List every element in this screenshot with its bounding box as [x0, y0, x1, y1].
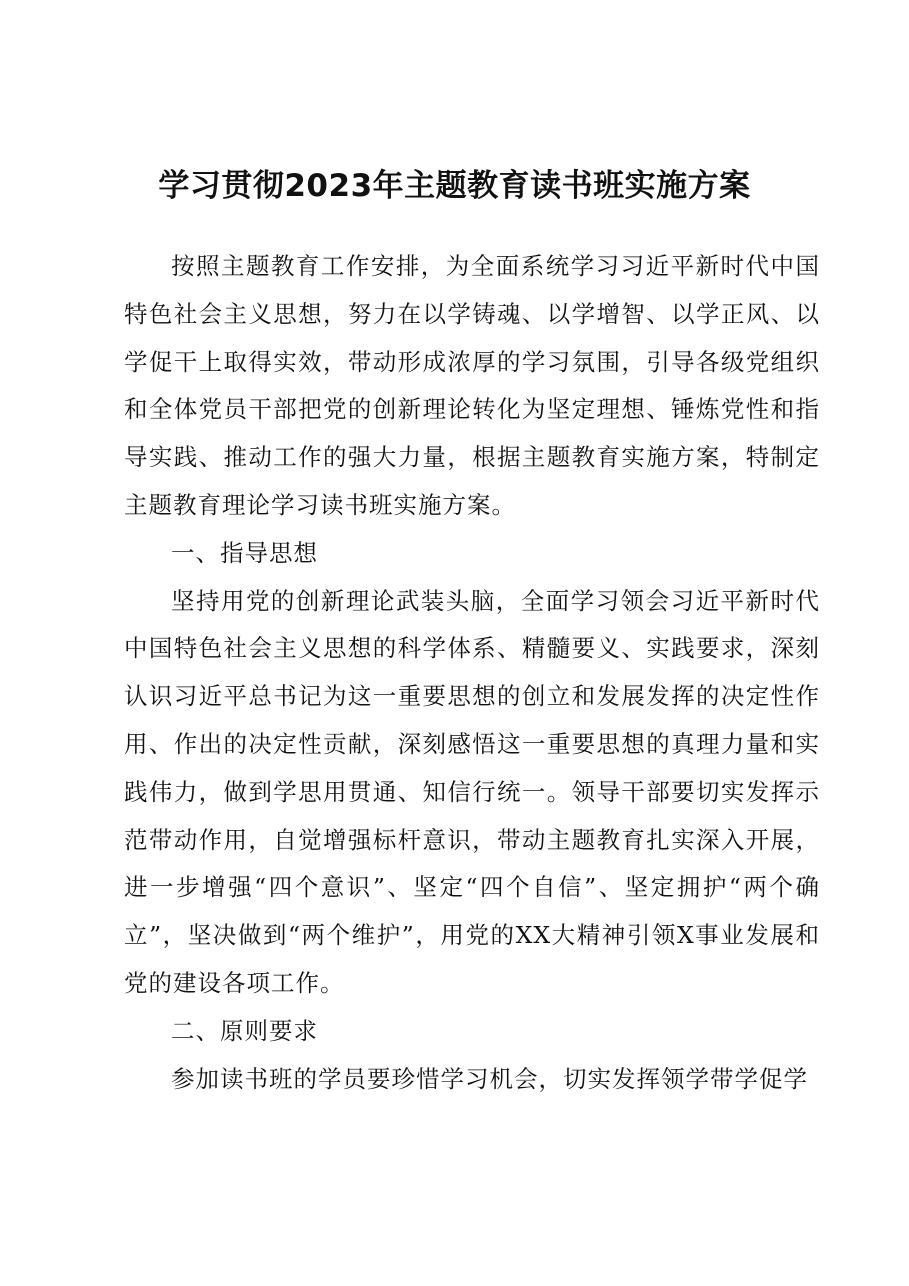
- section-heading-principles: 二、原则要求: [171, 1016, 318, 1045]
- intro-paragraph: 按照主题教育工作安排，为全面系统学习习近平新时代中国特色社会主义思想，努力在以学铸魂、以学增智、以学正风、以学促干上取得实效，带动形成浓厚的学习氛围，引导各级党组织和全体党员干部把党的创新理论转化为坚定理想、锤炼党性和指导实践、推动工作的强大力量，根据主题教育实施方案，特制定主题教育理论学习读书班实施方案。: [124, 252, 820, 519]
- principles-paragraph: 参加读书班的学员要珍惜学习机会，切实发挥领学带学促学: [171, 1064, 808, 1093]
- section-heading-guiding-thought: 一、指导思想: [171, 538, 318, 567]
- document-body: [124, 243, 820, 1103]
- guiding-thought-paragraph: 坚持用党的创新理论武装头脑，全面学习领会习近平新时代中国特色社会主义思想的科学体系、精髓要义、实践要求，深刻认识习近平总书记为这一重要思想的创立和发展发挥的决定性作用、作出的决定性贡献，深刻感悟这一重要思想的真理力量和实践伟力，做到学思用贯通、知信行统一。领导干部要切实发挥示范带动作用，自觉增强标杆意识，带动主题教育扎实深入开展，进一步增强“四个意识”、坚定“四个自信”、坚定拥护“两个确立”，坚决做到“两个维护”，用党的XX大精神引领X事业发展和党的建设各项工作。: [124, 586, 820, 997]
- document-title: 学习贯彻2023年主题教育读书班实施方案: [158, 168, 751, 204]
